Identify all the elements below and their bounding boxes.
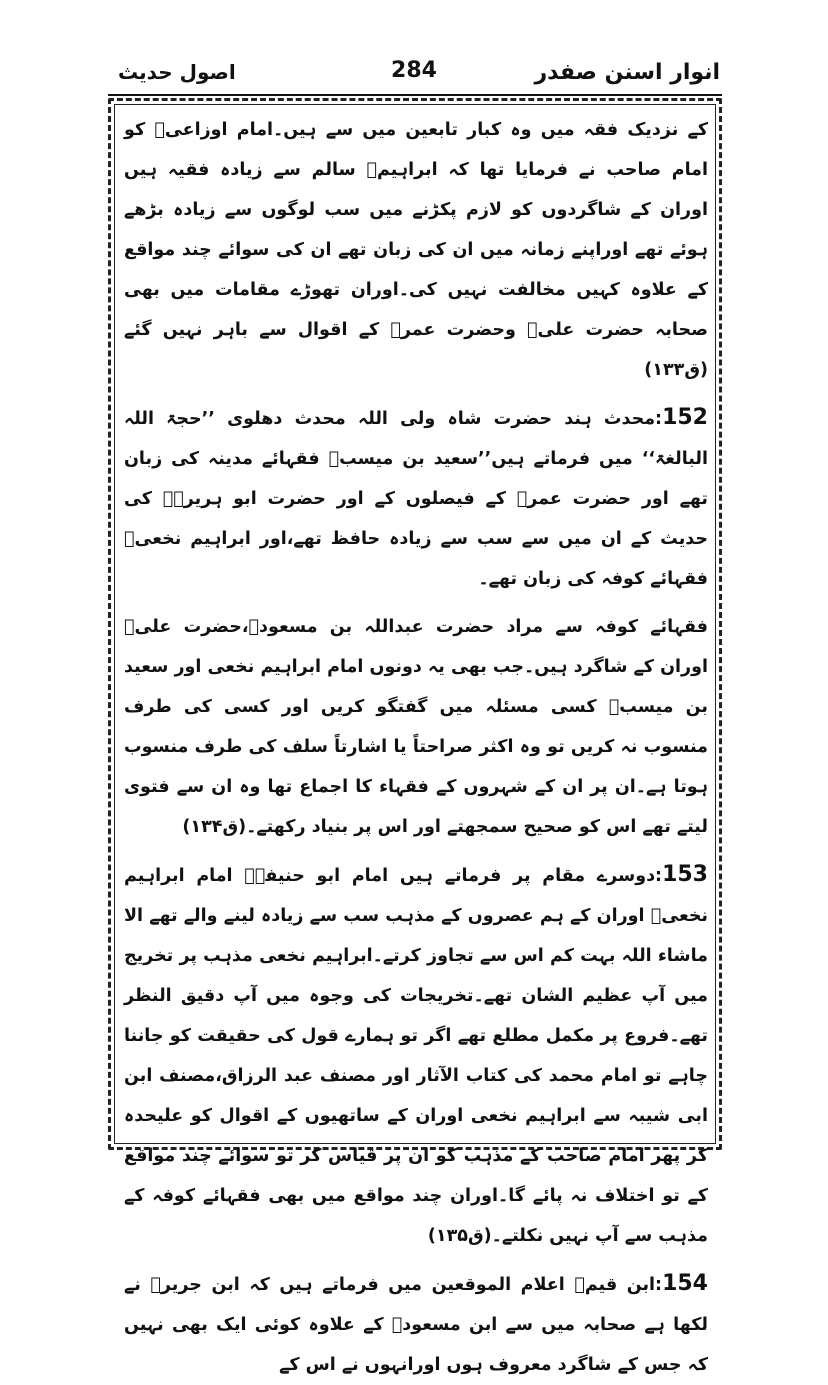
paragraph-153	[124, 855, 708, 1256]
paragraph-152-continued	[124, 607, 708, 847]
section-title: اصول حدیث	[118, 60, 236, 84]
paragraph-text: :دوسرے مقام پر فرماتے ہیں امام ابو حنیفہؒ امام ابراہیم نخعیؒ اوران کے ہم عصروں کے مذہب سب سے زیادہ لینے والے تھے الا ماشاء اللہ بہت کم اس سے تجاوز کرتے۔ابراہیم نخعی مذہب پر تخریج میں آپ عظیم الشان تھے۔تخریجات کی وجوہ میں آپ دقیق النظر تھے۔فروع پر مکمل مطلع تھے اگر تو ہمارے قول کی حقیقت کو جاننا چاہے تو امام محمد کی کتاب الآثار اور مصنف عبد الرزاق،مصنف ابن ابی شیبہ سے ابراہیم نخعی اوران کے ساتھیوں کے اقوال کو علیحدہ کر پھر امام صاحب کے مذہب کو ان پر قیاس کر تو سوائے چند مواقع کے تو اختلاف نہ پائے گا۔اوران چند مواقع میں بھی فقہائے کوفہ کے مذہب سے آپ نہیں نکلتے۔(ق۱۳۵)	[124, 866, 708, 1246]
page-number: 284	[391, 58, 437, 83]
page-header	[108, 56, 720, 96]
paragraph-number: 153	[662, 862, 708, 887]
paragraph-text: فقہائے کوفہ سے مراد حضرت عبداللہ بن مسعودؓ،حضرت علیؓ اوران کے شاگرد ہیں۔جب بھی یہ دونوں امام ابراہیم نخعی اور سعید بن میسبؒ کسی مسئلہ میں گفتگو کریں اور کسی کی طرف منسوب نہ کریں تو وہ اکثر صراحتاً یا اشارتاً سلف کی طرف منسوب ہوتا ہے۔ان پر ان کے شہروں کے فقہاء کا اجماع تھا وہ ان سے فتوی لیتے تھے اس کو صحیح سمجھتے اور اس پر بنیاد رکھتے۔(ق۱۳۴)	[124, 617, 708, 837]
header-divider	[108, 94, 722, 96]
paragraph-text: :محدث ہند حضرت شاہ ولی اللہ محدث دھلوی ’’حجۃ اللہ البالغۃ‘‘ میں فرماتے ہیں’’سعید بن میسبؒ فقہائے مدینہ کی زبان تھے اور حضرت عمرؓ کے فیصلوں کے اور حضرت ابو ہریرۃؓ کی حدیث کے ان میں سے سب سے زیادہ حافظ تھے،اور ابراہیم نخعیؒ فقہائے کوفہ کی زبان تھے۔	[124, 409, 708, 589]
book-title: انوار اسنن صفدر	[534, 60, 720, 85]
paragraph-number: 152	[662, 405, 708, 430]
paragraph-continuation	[124, 110, 708, 390]
paragraph-text: :ابن قیمؒ اعلام الموقعین میں فرماتے ہیں کہ ابن جریرؒ نے لکھا ہے صحابہ میں سے ابن مسعودؓ کے علاوہ کوئی ایک بھی نہیں کہ جس کے شاگرد معروف ہوں اورانہوں نے اس کے	[124, 1275, 708, 1375]
paragraph-number: 154	[662, 1271, 708, 1296]
paragraph-154	[124, 1264, 708, 1385]
paragraph-text: کے نزدیک فقہ میں وہ کبار تابعین میں سے ہیں۔امام اوزاعیؒ کو امام صاحب نے فرمایا تھا کہ ابراہیمؒ سالم سے زیادہ فقیہ ہیں اوران کے شاگردوں کو لازم پکڑنے میں سب لوگوں سے زیادہ بڑھے ہوئے تھے اوراپنے زمانہ میں ان کی زبان تھے ان کی سوائے چند مواقع کے علاوہ کہیں مخالفت نہیں کی۔اوران تھوڑے مقامات میں بھی صحابہ حضرت علیؓ وحضرت عمرؓ کے اقوال سے باہر نہیں گئے (ق۱۳۳)	[124, 120, 708, 380]
paragraph-152	[124, 398, 708, 599]
page-body	[124, 110, 708, 1375]
